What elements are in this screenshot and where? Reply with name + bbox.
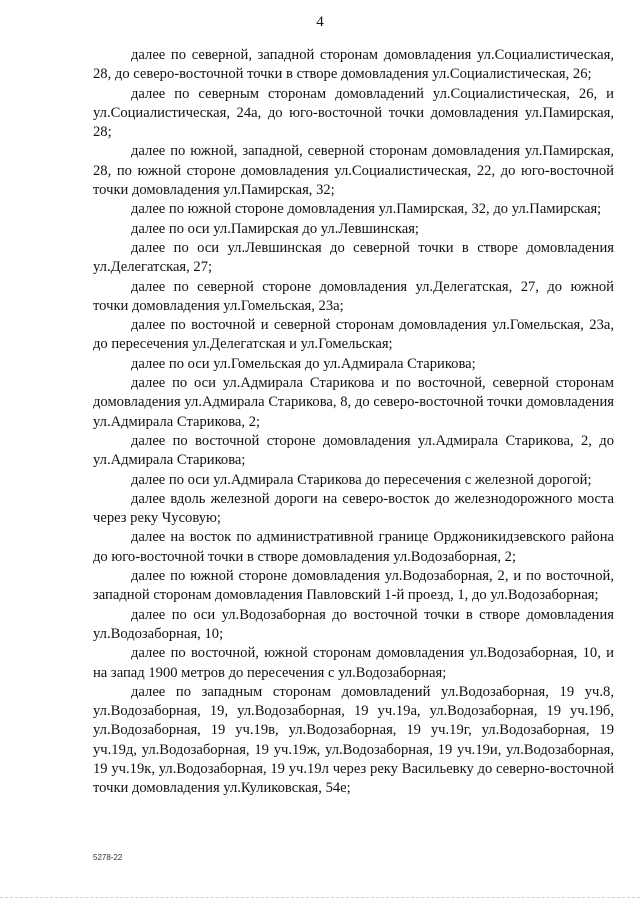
paragraph: далее по восточной и северной сторонам домовладения ул.Гомельская, 23а, до пересечения ул.Делегатская и ул.Гомельская; bbox=[93, 317, 614, 353]
bottom-divider bbox=[0, 897, 640, 898]
document-body bbox=[93, 46, 614, 799]
paragraph: далее по северной стороне домовладения ул.Делегатская, 27, до южной точки домовладения ул.Гомельская, 23а; bbox=[93, 278, 614, 314]
page-number: 4 bbox=[316, 14, 324, 30]
paragraph: далее по оси ул.Левшинская до северной точки в створе домовладения ул.Делегатская, 27; bbox=[93, 239, 614, 276]
paragraph: далее по оси ул.Водозаборная до восточной точки в створе домовладения ул.Водозаборная, 10; bbox=[93, 606, 614, 642]
paragraph: далее по оси ул.Адмирала Старикова и по восточной, северной сторонам домовладения ул.Адмирала Старикова, 8, до северо-восточной точки домовладения ул.Адмирала Старикова, 2; bbox=[93, 375, 614, 430]
paragraph: далее по южной стороне домовладения ул.Памирская, 32, до ул.Памирская; bbox=[131, 201, 602, 218]
paragraph: далее по западным сторонам домовладений ул.Водозаборная, 19 уч.8, ул.Водозаборная, 19, ул.Водозаборная, 19 уч.19а, ул.Водозаборная, 19 уч.19б, ул.Водозаборная, 19 уч.19в, ул.Водозаборная, 19 уч.19г, ул.Водозаборная, 19 уч.19д, ул.Водозаборная, 19 уч.19ж, ул.Водозаборная, 19 уч.19и, ул.Водозаборная, 19 уч.19к, ул.Водозаборная, 19 уч.19л через реку Васильевку до северно-восточной точки домовладения ул.Куликовская, 54е; bbox=[93, 683, 614, 797]
paragraph: далее на восток по административной границе Орджоникидзевского района до юго-восточной точки в створе домовладения ул.Водозаборная, 2; bbox=[93, 529, 614, 565]
paragraph: далее по северной, западной сторонам домовладения ул.Социалистическая, 28, до северо-восточной точки в створе домовладения ул.Социалистическая, 26; bbox=[93, 47, 614, 83]
paragraph: далее по оси ул.Гомельская до ул.Адмирала Старикова; bbox=[131, 355, 476, 372]
paragraph: далее вдоль железной дороги на северо-восток до железнодорожного моста через реку Чусовую; bbox=[93, 490, 614, 527]
paragraph: далее по восточной, южной сторонам домовладения ул.Водозаборная, 10, и на запад 1900 метров до пересечения с ул.Водозаборная; bbox=[93, 645, 614, 681]
paragraph: далее по южной стороне домовладения ул.Водозаборная, 2, и по восточной, западной сторонам домовладения Павловский 1-й проезд, 1, до ул.Водозаборная; bbox=[93, 568, 614, 604]
paragraph: далее по восточной стороне домовладения ул.Адмирала Старикова, 2, до ул.Адмирала Старикова; bbox=[93, 432, 614, 469]
paragraph: далее по оси ул.Памирская до ул.Левшинская; bbox=[131, 220, 419, 237]
paragraph: далее по оси ул.Адмирала Старикова до пересечения с железной дорогой; bbox=[131, 471, 592, 488]
paragraph: далее по южной, западной, северной сторонам домовладения ул.Памирская, 28, по южной стороне домовладения ул.Социалистическая, 22, до юго-восточной точки домовладения ул.Памирская, 32; bbox=[93, 143, 614, 199]
paragraph: далее по северным сторонам домовладений ул.Социалистическая, 26, и ул.Социалистическая, 24а, до юго-восточной точки домовладения ул.Памирская, 28; bbox=[93, 85, 614, 141]
document-code: 5278-22 bbox=[93, 853, 123, 862]
